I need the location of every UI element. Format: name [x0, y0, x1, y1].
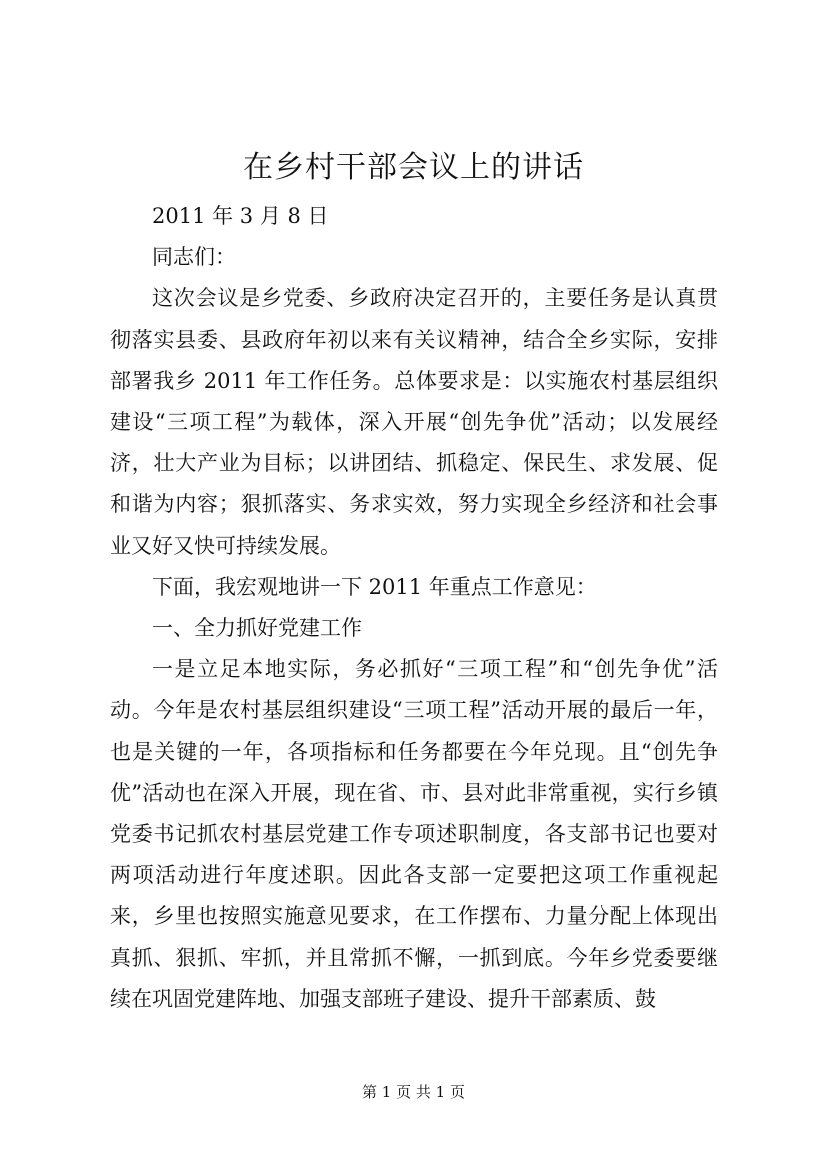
paragraph-intro: 这次会议是乡党委、乡政府决定召开的，主要任务是认真贯彻落实县委、县政府年初以来有关议精神，结合全乡实际，安排部署我乡 2011 年工作任务。总体要求是：以实施农村基层组织建设“三项工程”为载体，深入开展“创先争优”活动；以发展经济，壮大产业为目标；以讲团结、抓稳定、保民生、求发展、促和谐为内容；狠抓落实、务求实效，努力实现全乡经济和社会事业又好又快可持续发展。: [110, 286, 718, 558]
document-title: 在乡村干部会议上的讲话: [243, 150, 584, 185]
section-heading: 一、全力抓好党建工作: [152, 616, 362, 641]
paragraph-item-one: 一是立足本地实际，务必抓好“三项工程”和“创先争优”活动。今年是农村基层组织建设“三项工程”活动开展的最后一年，也是关键的一年，各项指标和任务都要在今年兑现。且“创先争优”活动也在深入开展，现在省、市、县对此非常重视，实行乡镇党委书记抓农村基层党建工作专项述职制度，各支部书记也要对两项活动进行年度述职。因此各支部一定要把这项工作重视起来，乡里也按照实施意见要求，在工作摆布、力量分配上体现出真抓、狠抓、牢抓，并且常抓不懈，一抓到底。今年乡党委要继续在巩固党建阵地、加强支部班子建设、提升干部素质、鼓: [110, 657, 718, 1011]
document-body: [110, 196, 718, 1020]
salutation: 同志们：: [152, 245, 236, 270]
date-line: 2011 年 3 月 8 日: [152, 204, 329, 228]
paragraph-overview: 下面，我宏观地讲一下 2011 年重点工作意见：: [152, 574, 597, 599]
page-footer: 第 1 页 共 1 页: [362, 1083, 465, 1101]
